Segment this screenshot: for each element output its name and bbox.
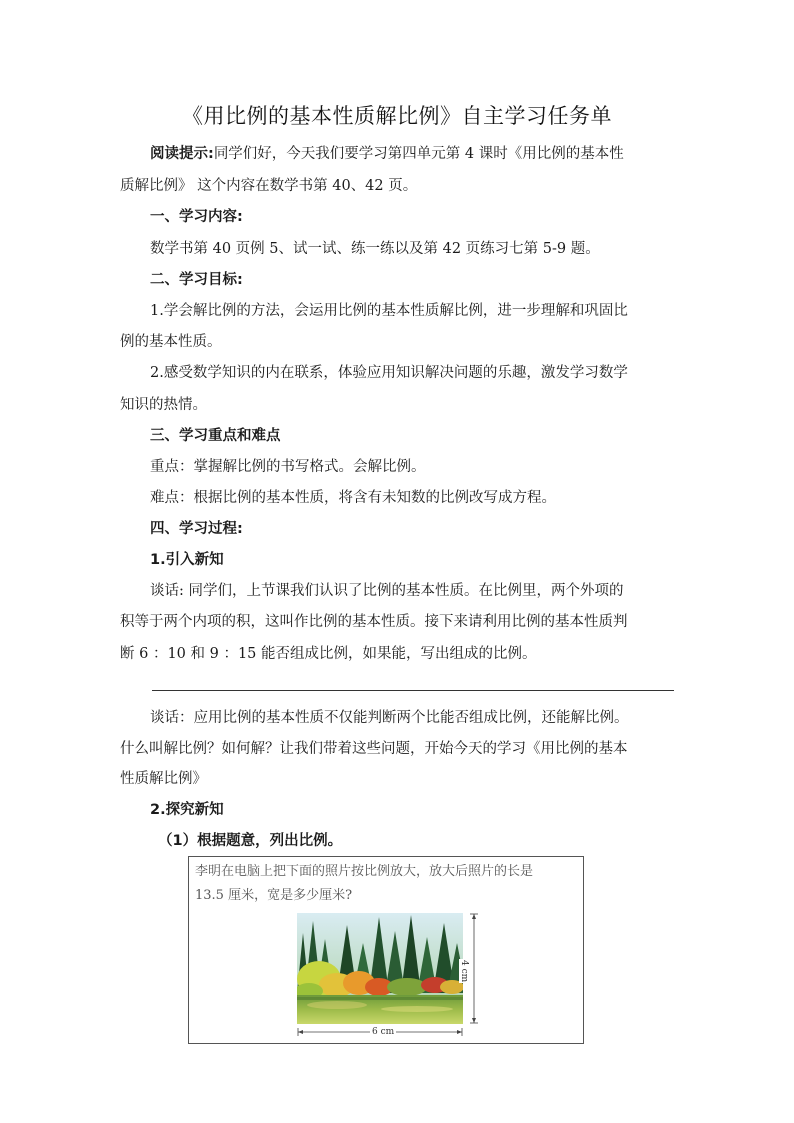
step1-heading: 1.引入新知 [150, 552, 224, 568]
page-title: 《用比例的基本性质解比例》自主学习任务单 [182, 104, 612, 128]
goal1-line2: 例的基本性质。 [120, 334, 222, 350]
sub1-heading: （1）根据题意，列出比例。 [158, 833, 343, 849]
talk-line1: 谈话：应用比例的基本性质不仅能判断两个比能否组成比例，还能解比例。 [150, 710, 629, 726]
key-point: 重点：掌握解比例的书写格式。会解比例。 [150, 459, 426, 475]
goal1-line1: 1.学会解比例的方法，会运用比例的基本性质解比例，进一步理解和巩固比 [150, 303, 628, 319]
problem-line1: 李明在电脑上把下面的照片按比例放大，放大后照片的长是 [195, 864, 534, 879]
step1-line3: 断 6 ：10 和 9 ：15 能否组成比例，如果能，写出组成的比例。 [120, 646, 537, 662]
reading-tip-label: 阅读提示: [150, 146, 214, 162]
goal2-line2: 知识的热情。 [120, 397, 207, 413]
talk-line3: 性质解比例》 [120, 771, 207, 787]
forest-lake-photo [297, 913, 463, 1024]
reading-tip-line2: 质解比例》 这个内容在数学书第 40、42 页。 [120, 178, 418, 194]
step1-line2: 积等于两个内项的积，这叫作比例的基本性质。接下来请利用比例的基本性质判 [120, 614, 628, 630]
section4-heading: 四、学习过程: [150, 521, 243, 537]
step2-heading: 2.探究新知 [150, 802, 224, 818]
answer-line [152, 690, 674, 691]
section1-heading: 一、学习内容: [150, 209, 243, 225]
forest-lake-illustration [297, 913, 463, 1024]
section2-heading: 二、学习目标: [150, 272, 243, 288]
reading-tip-text1: 同学们好，今天我们要学习第四单元第 4 课时《用比例的基本性 [213, 146, 624, 162]
talk-line2: 什么叫解比例？如何解？让我们带着这些问题，开始今天的学习《用比例的基本 [120, 741, 628, 757]
difficulty: 难点：根据比例的基本性质，将含有未知数的比例改写成方程。 [150, 490, 556, 506]
reading-tip-line1 [150, 144, 680, 164]
section3-heading: 三、学习重点和难点 [150, 428, 281, 444]
width-label: 6 cm [372, 1027, 395, 1037]
problem-box [188, 856, 584, 1044]
step1-line1: 谈话: 同学们，上节课我们认识了比例的基本性质。在比例里，两个外项的 [150, 583, 624, 599]
height-label: 4 cm [459, 960, 469, 983]
height-dimension-marker [467, 913, 481, 1024]
section1-text: 数学书第 40 页例 5、试一试、练一练以及第 42 页练习七第 5-9 题。 [150, 241, 600, 257]
problem-line2: 13.5 厘米，宽是多少厘米? [195, 888, 353, 903]
goal2-line1: 2.感受数学知识的内在联系，体验应用知识解决问题的乐趣，激发学习数学 [150, 365, 628, 381]
